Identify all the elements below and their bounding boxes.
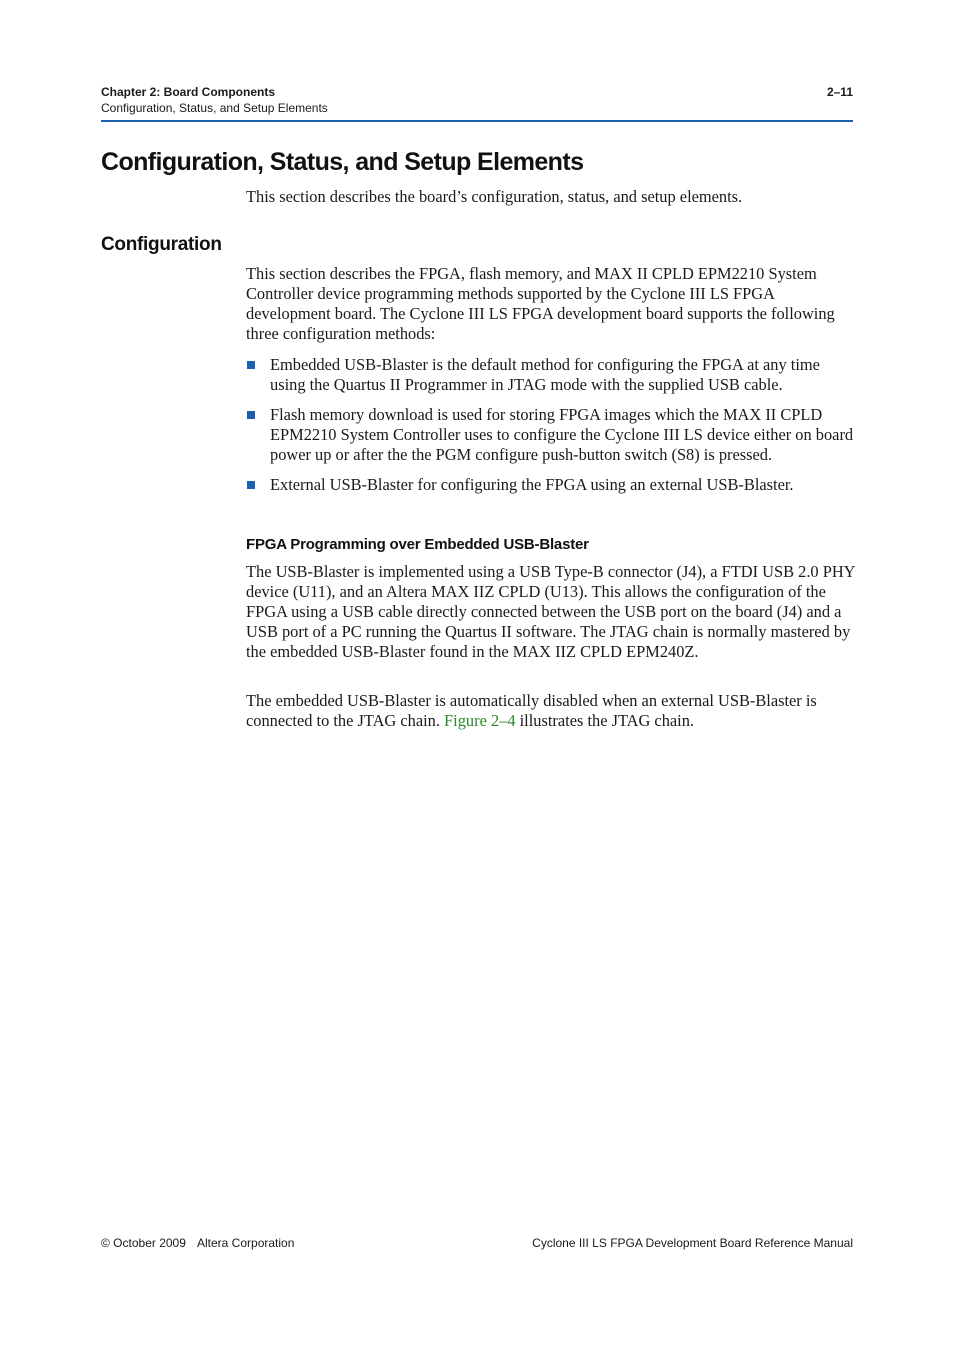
list-item: [246, 475, 856, 495]
square-bullet-icon: [247, 361, 255, 369]
configuration-heading: Configuration: [101, 234, 222, 255]
square-bullet-icon: [247, 411, 255, 419]
figure-2-4-link[interactable]: Figure 2–4: [444, 711, 516, 730]
jtag-chain-paragraph: [246, 691, 856, 731]
footer-copyright: © October 2009: [101, 1236, 186, 1250]
page-title: Configuration, Status, and Setup Elements: [101, 148, 584, 176]
list-item: [246, 355, 856, 395]
configuration-paragraph: This section describes the FPGA, flash memory, and MAX II CPLD EPM2210 System Controller device programming methods supported by the Cyclone III LS FPGA development board. The Cyclone III LS FPGA development board supports the following three configuration methods:: [246, 264, 835, 343]
fpga-programming-paragraph: The USB-Blaster is implemented using a USB Type-B connector (J4), a FTDI USB 2.0 PHY device (U11), and an Altera MAX IIZ CPLD (U13). This allows the configuration of the FPGA using a USB cable directly connected between the USB port on the board (J4) and a USB port of a PC running the Quartus II software. The JTAG chain is normally mastered by the embedded USB-Blaster found in the MAX IIZ CPLD EPM240Z.: [246, 562, 855, 661]
header-chapter: Chapter 2: Board Components: [101, 85, 276, 99]
square-bullet-icon: [247, 481, 255, 489]
list-item-text: Embedded USB-Blaster is the default method for configuring the FPGA at any time using the Quartus II Programmer in JTAG mode with the supplied USB cable.: [270, 355, 820, 394]
list-item: [246, 405, 856, 465]
list-item-text: Flash memory download is used for storing FPGA images which the MAX II CPLD EPM2210 System Controller uses to configure the Cyclone III LS device either on board power up or after the the PGM configure push-button switch (S8) is pressed.: [270, 405, 854, 464]
header-divider: [101, 120, 853, 122]
jtag-text-after: illustrates the JTAG chain.: [515, 711, 695, 730]
header-section: Configuration, Status, and Setup Elements: [101, 101, 328, 115]
intro-paragraph: This section describes the board’s configuration, status, and setup elements.: [246, 187, 743, 206]
jtag-text-before: The embedded USB-Blaster is automatically disabled when an external USB-Blaster is connected to the JTAG chain.: [246, 691, 817, 730]
header-page-number: 2–11: [826, 85, 853, 99]
footer-manual-title: Cyclone III LS FPGA Development Board Reference Manual: [532, 1236, 853, 1250]
page-header: [101, 84, 853, 116]
fpga-programming-heading: FPGA Programming over Embedded USB-Blaster: [246, 536, 589, 553]
configuration-methods-list: [246, 355, 856, 505]
list-item-text: External USB-Blaster for configuring the FPGA using an external USB-Blaster.: [270, 475, 794, 494]
footer-company: Altera Corporation: [197, 1236, 295, 1250]
